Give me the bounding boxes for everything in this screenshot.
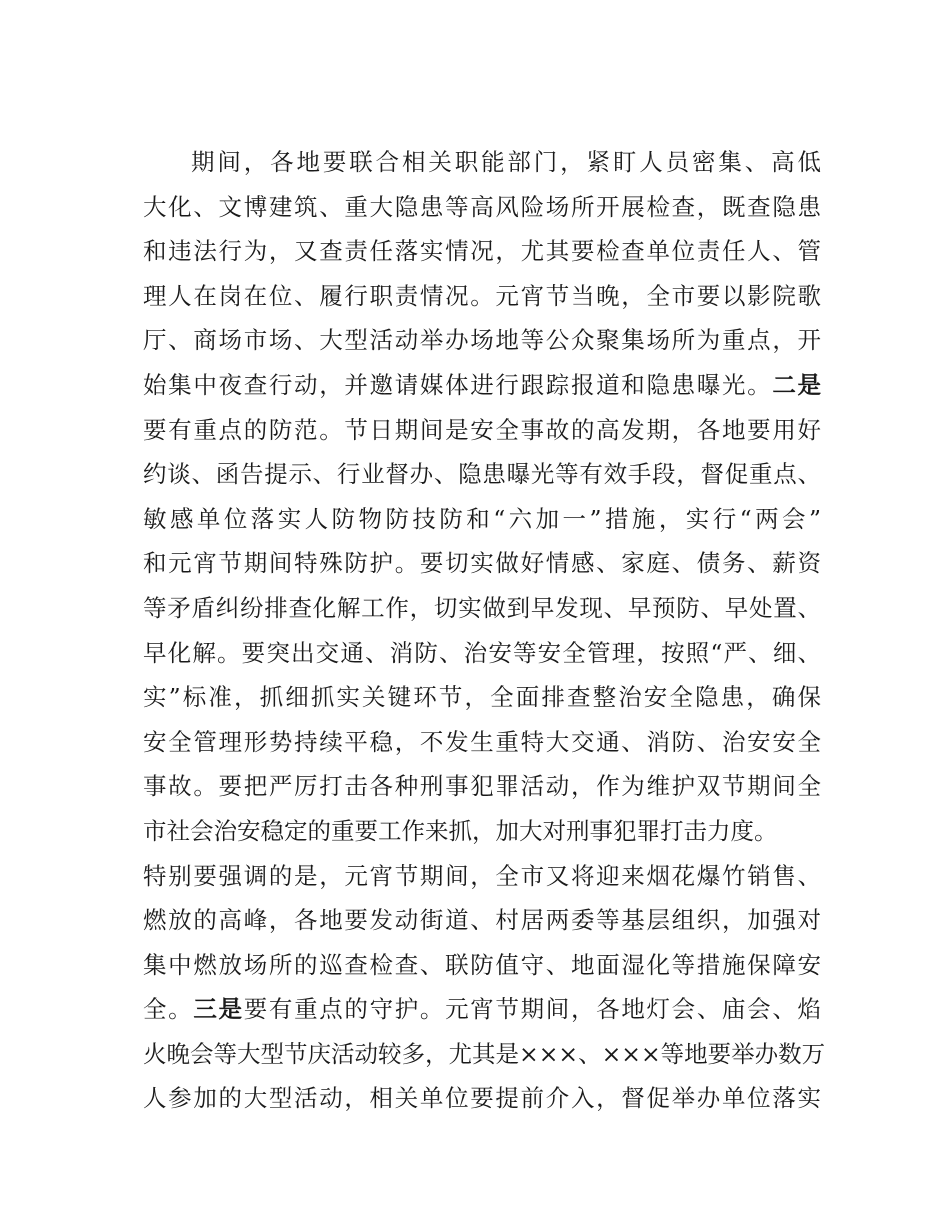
text-run: 早化解。要突出交通、消防、治安等安全管理，按照“严、细、 bbox=[143, 638, 821, 667]
text-line bbox=[143, 987, 821, 1032]
text-run: 约谈、函告提示、行业督办、隐患曝光等有效手段，督促重点、 bbox=[143, 460, 821, 489]
text-run: 等矛盾纠纷排查化解工作，切实做到早发现、早预防、早处置、 bbox=[143, 593, 821, 622]
text-run: 安全管理形势持续平稳，不发生重特大交通、消防、治安安全 bbox=[143, 727, 821, 756]
body-paragraph bbox=[143, 140, 826, 1121]
text-line bbox=[143, 274, 821, 319]
text-run: 始集中夜查行动，并邀请媒体进行跟踪报道和隐患曝光。 bbox=[143, 370, 773, 399]
text-run: 要有重点的守护。元宵节期间，各地灯会、庙会、焰 bbox=[243, 995, 822, 1024]
text-run: 和违法行为，又查责任落实情况，尤其要检查单位责任人、管 bbox=[143, 237, 821, 266]
text-line bbox=[143, 854, 821, 899]
text-line bbox=[143, 631, 821, 676]
bold-heading-run: 二是 bbox=[772, 370, 822, 399]
text-line bbox=[143, 898, 821, 943]
text-line bbox=[143, 541, 821, 586]
text-line bbox=[143, 720, 821, 765]
text-run: 火晚会等大型节庆活动较多，尤其是×××、×××等地要举办数万 bbox=[143, 1039, 826, 1068]
text-run: 大化、文博建筑、重大隐患等高风险场所开展检查，既查隐患 bbox=[143, 192, 821, 221]
text-line bbox=[143, 408, 821, 453]
text-run: 要有重点的防范。节日期间是安全事故的高发期，各地要用好 bbox=[143, 415, 821, 444]
text-line bbox=[143, 764, 821, 809]
text-run: 敏感单位落实人防物防技防和“六加一”措施，实行“两会” bbox=[143, 504, 821, 533]
text-run: 期间，各地要联合相关职能部门，紧盯人员密集、高低 bbox=[191, 148, 821, 176]
text-run: 集中燃放场所的巡查检查、联防值守、地面湿化等措施保障安 bbox=[143, 950, 821, 979]
text-run: 理人在岗在位、履行职责情况。元宵节当晚，全市要以影院歌 bbox=[143, 281, 821, 310]
text-run: 全。 bbox=[143, 995, 194, 1024]
text-run: 人参加的大型活动，相关单位要提前介入，督促举办单位落实 bbox=[143, 1084, 821, 1113]
bold-heading-run: 三是 bbox=[193, 995, 244, 1024]
text-line bbox=[143, 140, 821, 185]
text-line bbox=[143, 1076, 821, 1121]
text-line bbox=[143, 452, 821, 497]
text-line bbox=[143, 229, 821, 274]
text-line bbox=[143, 318, 821, 363]
text-run: 实”标准，抓细抓实关键环节，全面排查整治安全隐患，确保 bbox=[143, 683, 821, 712]
text-line bbox=[143, 185, 821, 230]
text-run: 事故。要把严厉打击各种刑事犯罪活动，作为维护双节期间全 bbox=[143, 772, 821, 801]
text-run: 特别要强调的是，元宵节期间，全市又将迎来烟花爆竹销售、 bbox=[143, 861, 821, 890]
text-line bbox=[143, 675, 821, 720]
text-run: 厅、商场市场、大型活动举办场地等公众聚集场所为重点，开 bbox=[143, 326, 821, 355]
text-line bbox=[143, 586, 821, 631]
text-run: 燃放的高峰，各地要发动街道、村居两委等基层组织，加强对 bbox=[143, 906, 821, 935]
text-line bbox=[143, 497, 821, 542]
text-run: 市社会治安稳定的重要工作来抓，加大对刑事犯罪打击力度。 bbox=[143, 816, 778, 845]
text-line bbox=[143, 809, 821, 854]
text-line bbox=[143, 363, 821, 408]
text-line bbox=[143, 1032, 826, 1077]
text-line bbox=[143, 943, 821, 988]
text-run: 和元宵节期间特殊防护。要切实做好情感、家庭、债务、薪资 bbox=[143, 549, 821, 578]
